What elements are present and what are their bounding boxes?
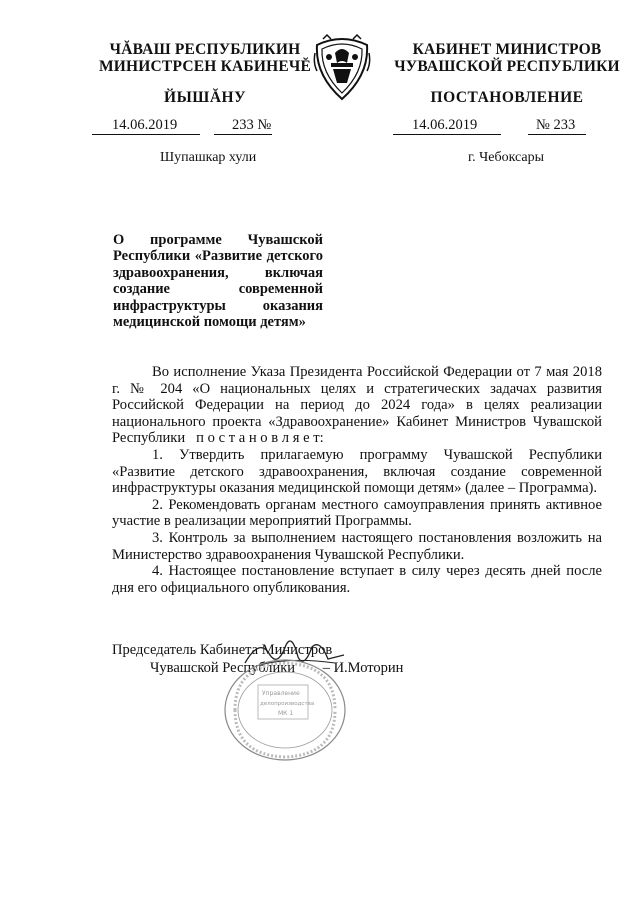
left-number-underline (214, 134, 272, 135)
signature-dash: – (322, 660, 330, 676)
doc-type-left: ЙЫШĂНУ (164, 89, 246, 106)
right-place: г. Чебоксары (468, 150, 545, 165)
left-number: 233 № (232, 117, 272, 133)
document-body (112, 364, 602, 596)
header-right-line1: КАБИНЕТ МИНИСТРОВ (412, 41, 602, 58)
signature-name: И.Моторин (333, 660, 404, 676)
left-place: Шупашкар хули (160, 150, 257, 165)
header-left (95, 41, 315, 75)
right-number-underline (528, 134, 586, 135)
right-date: 14.06.2019 (412, 117, 478, 133)
signature-position-line1: Председатель Кабинета Министров (112, 642, 333, 658)
body-intro-decision: п о с т а н о в л я е т: (196, 430, 324, 447)
body-item-3: 3. Контроль за выполнением настоящего постановления возложить на Министерство здравоохранения Чувашской Республики. (112, 529, 602, 563)
body-item-4: 4. Настоящее постановление вступает в силу через десять дней после дня его официального опубликования. (112, 563, 602, 596)
right-date-underline (393, 134, 501, 135)
header-right-line2: ЧУВАШСКОЙ РЕСПУБЛИКИ (394, 58, 620, 75)
official-seal-stamp (220, 655, 350, 765)
svg-text:МК 1: МК 1 (278, 710, 294, 717)
signature-position-text: Чувашской Республики (150, 660, 296, 676)
body-item-1: 1. Утвердить прилагаемую программу Чувашской Республики «Развитие детского здравоохранения, включая создание современной инфраструктуры оказания медицинской помощи детям» (далее – Программа). (112, 446, 602, 497)
svg-text:делопроизводства: делопроизводства (260, 701, 315, 707)
header-left-line2: МИНИСТРСЕН КАБИНЕЧĔ (98, 58, 312, 75)
svg-text:Управление: Управление (262, 690, 300, 697)
header-right (392, 41, 622, 75)
body-intro (112, 364, 602, 447)
left-date: 14.06.2019 (112, 117, 178, 133)
body-item-2: 2. Рекомендовать органам местного самоуправления принять активное участие в реализации мероприятий Программы. (112, 496, 602, 530)
right-number: № 233 (536, 117, 576, 133)
document-title: О программе Чувашской Республики «Развитие детского здравоохранения, включая создание современной инфраструктуры оказания медицинской помощи детям» (113, 232, 323, 331)
body-intro-text: Во исполнение Указа Президента Российской Федерации от 7 мая 2018 г. № 204 «О национальных целях и стратегических задачах развития Российской Федерации на период до 2024 года» в целях реализации национального проекта «Здравоохранение» Кабинет Министров Чувашской Республики (112, 364, 602, 447)
header-left-line1: ЧĂВАШ РЕСПУБЛИКИН (109, 41, 301, 58)
coat-of-arms-emblem (313, 33, 371, 103)
left-date-underline (92, 134, 200, 135)
doc-type-right: ПОСТАНОВЛЕНИЕ (430, 89, 584, 106)
